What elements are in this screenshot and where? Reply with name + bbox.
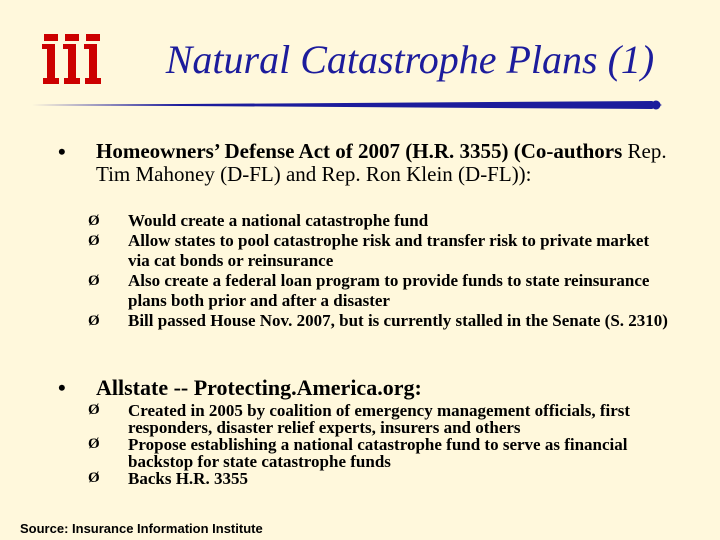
arrow-bullet-icon: Ø	[88, 436, 100, 452]
section-heading	[96, 140, 686, 186]
arrow-bullet-icon: Ø	[88, 470, 100, 486]
bullet-dot: •	[58, 375, 66, 400]
source-footnote: Source: Insurance Information Institute	[20, 521, 263, 536]
list-item-text: Backs H.R. 3355	[128, 469, 248, 488]
section-heading	[96, 376, 686, 399]
list-item-text: Bill passed House Nov. 2007, but is currently stalled in the Senate (S. 2310)	[128, 311, 668, 330]
list-item	[88, 231, 668, 271]
arrow-bullet-icon: Ø	[88, 233, 100, 249]
bullet-dot: •	[58, 139, 66, 164]
arrow-bullet-icon: Ø	[88, 213, 100, 229]
section-heading-bold: Allstate -- Protecting.America.org:	[96, 375, 422, 400]
list-item	[88, 211, 668, 231]
sub-list	[88, 402, 668, 487]
list-item	[88, 436, 668, 470]
list-item-text: Propose establishing a national catastrophe fund to serve as financial backstop for state catastrophe funds	[128, 435, 628, 471]
section-heading-rest: Rep. Tim Mahoney (D-FL) and Rep. Ron Klein (D-FL)):	[96, 139, 667, 186]
list-item-text: Also create a federal loan program to provide funds to state reinsurance plans both prior and after a disaster	[128, 271, 650, 310]
title-divider	[32, 100, 662, 110]
list-item	[88, 311, 668, 331]
list-item-text: Created in 2005 by coalition of emergency management officials, first responders, disaster relief experts, insurers and others	[128, 401, 631, 437]
list-item	[88, 402, 668, 436]
page-title: Natural Catastrophe Plans (1)	[165, 37, 655, 82]
arrow-bullet-icon: Ø	[88, 402, 100, 418]
list-item	[88, 470, 668, 487]
sub-list	[88, 211, 668, 331]
iii-logo-icon	[40, 30, 104, 88]
arrow-bullet-icon: Ø	[88, 313, 100, 329]
list-item	[88, 271, 668, 311]
arrow-bullet-icon: Ø	[88, 273, 100, 289]
list-item-text: Allow states to pool catastrophe risk and transfer risk to private market via cat bonds or reinsurance	[128, 231, 650, 270]
list-item-text: Would create a national catastrophe fund	[128, 211, 429, 230]
section-heading-bold: Homeowners’ Defense Act of 2007 (H.R. 3355) (Co-authors	[96, 139, 623, 163]
